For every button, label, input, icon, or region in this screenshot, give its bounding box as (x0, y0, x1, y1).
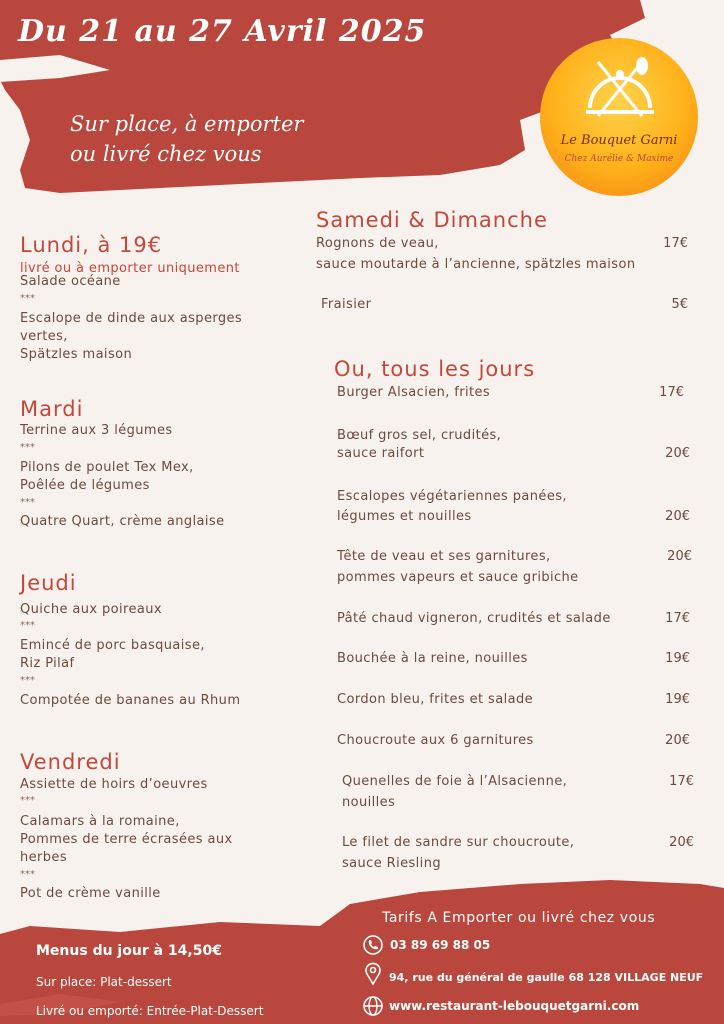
everyday-item-line-1: Tête de veau et ses garnitures, (337, 549, 551, 564)
vendredi-main-2: Pommes de terre écrasées aux (20, 832, 233, 847)
everyday-item-line-1: Pâté chaud vigneron, crudités et salade (337, 611, 611, 626)
mardi-main-1: Pilons de poulet Tex Mex, (20, 460, 194, 475)
footer-sur-place: Sur place: Plat-dessert (36, 975, 172, 989)
lundi-note: livré ou à emporter uniquement (20, 261, 240, 276)
everyday-item-line-2: pommes vapeurs et sauce gribiche (337, 570, 579, 585)
cloche-fork-knife-icon (584, 56, 656, 124)
everyday-item-price: 20€ (665, 446, 690, 461)
header-subtitle-2: ou livré chez vous (70, 142, 262, 166)
separator: *** (20, 869, 35, 880)
vendredi-title: Vendredi (20, 750, 121, 774)
jeudi-starter: Quiche aux poireaux (20, 602, 163, 617)
logo-name: Le Bouquet Garni (560, 133, 678, 148)
everyday-item-line-1: Burger Alsacien, frites (337, 385, 491, 400)
everyday-item-line-1: Cordon bleu, frites et salade (337, 692, 534, 707)
everyday-item-line-1: Quenelles de foie à l’Alsacienne, (342, 774, 568, 789)
header-subtitle-1: Sur place, à emporter (70, 112, 304, 136)
logo-tagline: Chez Aurélie & Maxime (564, 154, 674, 164)
vendredi-main-3: herbes (20, 850, 68, 865)
vendredi-dessert: Pot de crème vanille (20, 886, 161, 901)
lundi-starter: Salade océane (20, 274, 121, 289)
everyday-item-line-2: sauce Riesling (342, 856, 441, 871)
everyday-item-price: 17€ (659, 385, 684, 400)
header-title: Du 21 au 27 Avril 2025 (18, 14, 427, 49)
jeudi-title: Jeudi (20, 571, 77, 595)
everyday-item-price: 20€ (669, 835, 694, 850)
weekend-dessert: Fraisier (321, 297, 372, 312)
everyday-item-line-2: sauce raifort (337, 446, 425, 461)
separator: *** (20, 497, 35, 508)
separator: *** (20, 620, 35, 631)
everyday-item-line-1: Escalopes végétariennes panées, (337, 489, 567, 504)
footer-address: 94, rue du général de gaulle 68 128 VILLAGE NEUF (389, 971, 704, 984)
everyday-item-price: 17€ (665, 611, 690, 626)
everyday-item-price: 19€ (665, 692, 690, 707)
weekend-title: Samedi & Dimanche (316, 208, 548, 232)
mardi-starter: Terrine aux 3 légumes (20, 423, 173, 438)
separator: *** (20, 293, 35, 304)
jeudi-main-2: Riz Pilaf (20, 656, 75, 671)
weekend-dish-price: 17€ (663, 236, 688, 251)
everyday-item-price: 19€ (665, 651, 690, 666)
footer-phone[interactable]: 03 89 69 88 05 (390, 938, 491, 952)
restaurant-logo (540, 38, 698, 196)
vendredi-main-1: Calamars à la romaine, (20, 814, 180, 829)
weekend-dish-line-2: sauce moutarde à l’ancienne, spätzles maison (316, 257, 636, 272)
lundi-main-3: Spätzles maison (20, 347, 133, 362)
everyday-item-price: 20€ (665, 733, 690, 748)
phone-icon (363, 935, 383, 955)
everyday-item-price: 20€ (665, 509, 690, 524)
separator: *** (20, 442, 35, 453)
weekend-dish-line-1: Rognons de veau, (316, 236, 439, 251)
mardi-title: Mardi (20, 397, 84, 421)
location-pin-icon (364, 962, 382, 986)
globe-icon (362, 995, 384, 1017)
everyday-title: Ou, tous les jours (334, 357, 536, 381)
weekend-dessert-price: 5€ (671, 297, 688, 312)
footer-website[interactable]: www.restaurant-lebouquetgarni.com (389, 999, 640, 1013)
footer-menus-title: Menus du jour à 14,50€ (36, 943, 222, 959)
footer-livre: Livré ou emporté: Entrée-Plat-Dessert (36, 1004, 264, 1018)
everyday-item-line-1: Le filet de sandre sur choucroute, (342, 835, 575, 850)
everyday-item-line-2: légumes et nouilles (337, 509, 472, 524)
jeudi-dessert: Compotée de bananes au Rhum (20, 693, 241, 708)
mardi-main-2: Poêlée de légumes (20, 478, 150, 493)
vendredi-starter: Assiette de hoirs d’oeuvres (20, 777, 208, 792)
separator: *** (20, 675, 35, 686)
everyday-item-line-1: Choucroute aux 6 garnitures (337, 733, 534, 748)
footer-tarifs: Tarifs A Emporter ou livré chez vous (382, 910, 656, 926)
separator: *** (20, 795, 35, 806)
everyday-item-line-1: Bœuf gros sel, crudités, (337, 428, 502, 443)
lundi-main-1: Escalope de dinde aux asperges (20, 311, 243, 326)
jeudi-main-1: Emincé de porc basquaise, (20, 638, 205, 653)
everyday-item-price: 17€ (669, 774, 694, 789)
everyday-item-line-1: Bouchée à la reine, nouilles (337, 651, 528, 666)
mardi-dessert: Quatre Quart, crème anglaise (20, 514, 225, 529)
everyday-item-line-2: nouilles (342, 795, 396, 810)
everyday-item-price: 20€ (667, 549, 692, 564)
lundi-title: Lundi, à 19€ (20, 233, 163, 257)
lundi-main-2: vertes, (20, 329, 68, 344)
